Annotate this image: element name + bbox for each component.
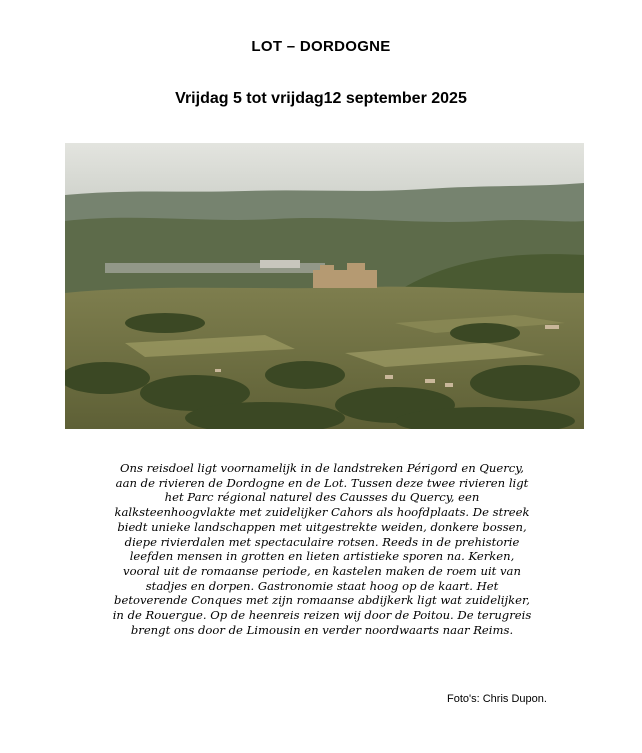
- town-building: [260, 260, 300, 268]
- description-line: kalksteenhoogvlakte met zuidelijker Cahors als hoofdplaats. De streek: [114, 505, 530, 520]
- landscape-illustration: [65, 143, 584, 429]
- description-line: het Parc régional naturel des Causses du Quercy, een: [164, 490, 480, 505]
- description-line: biedt unieke landschappen met uitgestrekte weiden, donkere bossen,: [117, 519, 527, 534]
- description-line: stadjes en dorpen. Gastronomie staat hoog op de kaart. Het: [145, 578, 499, 593]
- description-line: diepe rivierdalen met spectaculaire rotsen. Reeds in de prehistorie: [124, 534, 520, 549]
- description-line: aan de rivieren de Dordogne en de Lot. Tussen deze twee rivieren ligt: [115, 475, 529, 490]
- description-line: in de Rouergue. Op de heenreis reizen wij door de Poitou. De terugreis: [112, 608, 532, 623]
- landscape-photo: [65, 143, 584, 429]
- description-line: brengt ons door de Limousin en verder noordwaarts naar Reims.: [130, 622, 514, 637]
- trip-dates: Vrijdag 5 tot vrijdag12 september 2025: [175, 90, 467, 107]
- description-line: vooral uit de romaanse periode, en kastelen maken de roem uit van: [123, 563, 521, 578]
- description-line: betoverende Conques met zijn romaanse abdijkerk ligt wat zuidelijker,: [114, 593, 530, 608]
- photo-credit: Foto's: Chris Dupon.: [447, 693, 547, 705]
- description-line: Ons reisdoel ligt voornamelijk in de landstreken Périgord en Quercy,: [120, 461, 524, 475]
- description-paragraph: [52, 461, 592, 637]
- description-line: leefden mensen in grotten en lieten artistieke sporen na. Kerken,: [129, 549, 515, 564]
- page-title: LOT – DORDOGNE: [251, 38, 391, 55]
